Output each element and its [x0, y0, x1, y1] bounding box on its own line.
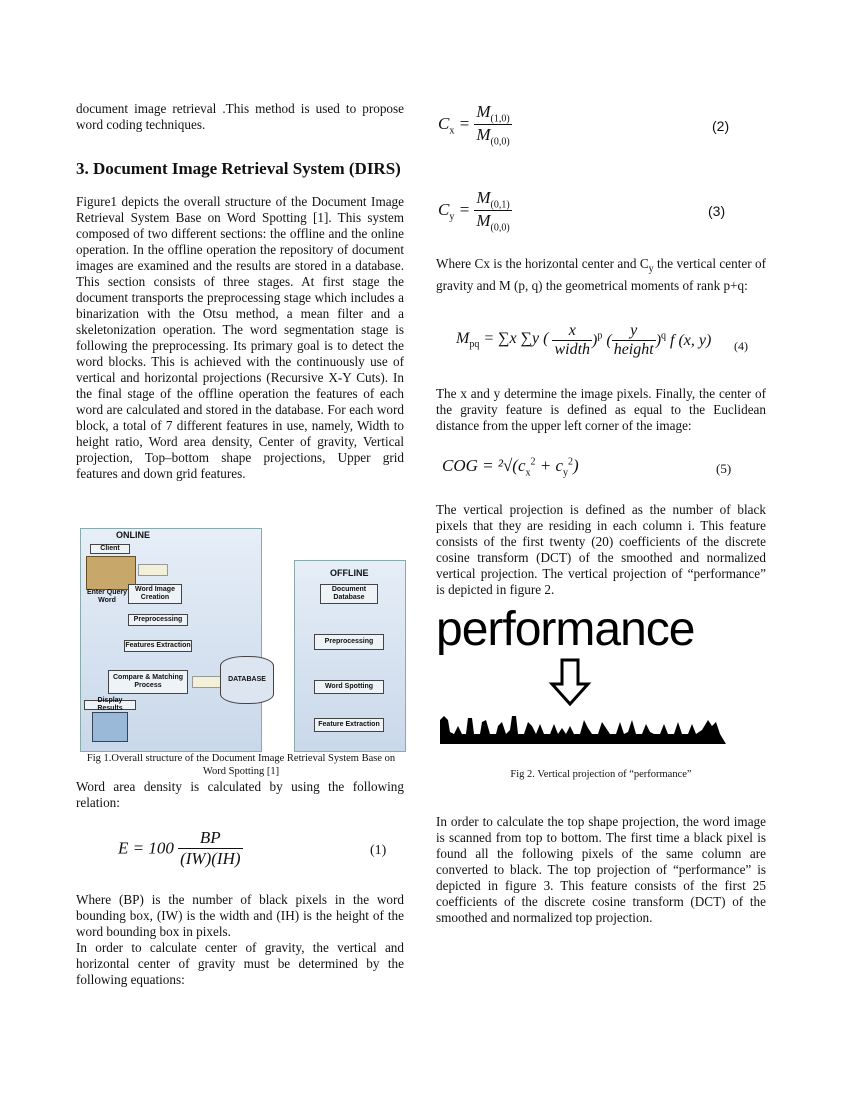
- eq3-num: M: [476, 188, 491, 207]
- eq4-exp-p: p: [597, 330, 603, 342]
- compare-matching-box: Compare & Matching Process: [108, 670, 188, 694]
- eq2-num: M: [476, 102, 491, 121]
- figure-2-projection: [440, 712, 732, 746]
- eq2-sub: x: [449, 125, 455, 137]
- eq4-f1-num: x: [552, 322, 592, 341]
- intro-paragraph: document image retrieval .This method is used to propose word coding techniques.: [76, 101, 404, 132]
- word-area-paragraph: Word area density is calculated by using the following relation:: [76, 779, 404, 810]
- eq4-exp-q: q: [661, 330, 667, 342]
- eq4-f1-den: width: [554, 341, 591, 358]
- document-database-box: Document Database: [320, 584, 378, 604]
- word-image-creation-box: Word Image Creation: [128, 584, 182, 604]
- eq4-f2-den: height: [613, 341, 654, 358]
- bp-paragraph: Where (BP) is the number of black pixels in the word bounding box, (IW) is the width and (IH) is the height of the word bounding box in pixels.: [76, 892, 404, 939]
- database-cylinder: DATABASE: [220, 656, 274, 704]
- figure-2-caption: Fig 2. Vertical projection of “performance”: [510, 769, 692, 780]
- eq3-den: M: [476, 211, 491, 231]
- eq1-numerator: BP: [178, 828, 242, 849]
- eq2-den-sub: (0,0): [490, 136, 510, 148]
- eq3-lhs: C: [438, 199, 450, 219]
- enter-query-box: Enter Query Word: [86, 589, 128, 604]
- eq5-text: COG = ²√(c: [442, 456, 526, 475]
- features-extraction-box: Features Extraction: [124, 640, 192, 652]
- preprocessing-online-box: Preprocessing: [128, 614, 188, 626]
- figure-2-word: performance: [436, 603, 695, 656]
- eq1-number: (1): [370, 843, 387, 858]
- word-spotting-box: Word Spotting: [314, 680, 384, 694]
- eq1-denominator: (IW)(IH): [180, 849, 241, 868]
- eq4-sub: pq: [469, 339, 480, 351]
- eq3-sub: y: [449, 211, 455, 223]
- eq2-number: (2): [712, 118, 730, 134]
- eq4-f2-num: y: [612, 322, 656, 341]
- eq1-lhs: E = 100: [118, 838, 174, 858]
- cog-paragraph: The x and y determine the image pixels. Finally, the center of the gravity feature is defined as equal to the Euclidean distance from the upper left corner of the image:: [436, 386, 766, 433]
- feature-extraction-offline-box: Feature Extraction: [314, 718, 384, 732]
- arrow-client-right: [138, 564, 168, 576]
- eq3-num-sub: (0,1): [490, 199, 510, 211]
- figure-2-arrow: [548, 658, 592, 708]
- eq2-num-sub: (1,0): [490, 113, 510, 125]
- equation-5: COG = $^2√(c_x^2 + c_y^2)$: [442, 456, 579, 479]
- eq2-den: M: [476, 125, 491, 145]
- eq4-mid: = ∑x ∑y (: [483, 330, 549, 348]
- dirs-paragraph: Figure1 depicts the overall structure of the Document Image Retrieval System Base on Word Spotting [1]. This system composed of two different sections: the offline and the online operation. In the offline operation the repository of document images are examined and the results are stored in a database. This section consists of three stages. At first stage the document transports the preprocessing stage which includes a binarization with the Otsu method, a mean filter and a skeletonization operation. The word segmentation stage is following the preprocessing. Its primary goal is to detect the word blocks. This is achieved with the continuously use of vertical and horizontal projections (Recursive X-Y Cuts). In the final stage of the offline operation the features of each word are calculated and stored in the database. For each word block, a total of 7 different features in use, namely, Width to height ratio, Word area density, Center of gravity, Vertical projection, Top–bottom shape projections, Upper grid features and down grid features.: [76, 194, 404, 481]
- eq3-den-sub: (0,0): [490, 222, 510, 234]
- top-shape-paragraph: In order to calculate the top shape projection, the word image is scanned from top to bottom. The first time a black pixel is found all the following pixels of the same column are converted to black. The top projection of “performance” is depicted in figure 3. This feature consists of the first 25 coefficients of the discrete cosine transform (DCT) of the smoothed and normalized top projection.: [436, 814, 766, 925]
- eq4-tail: f (x, y): [670, 332, 712, 350]
- display-results-icon: [92, 712, 128, 742]
- figure-1-caption: Fig 1.Overall structure of the Document Image Retrieval System Base on Word Spotting [1]: [86, 753, 396, 777]
- client-box: Client: [90, 544, 130, 554]
- equation-4: $M_{pq} = \sum x$ ∑y ( $\frac{x}{\text{width}}$ )$^p$ ( $\frac{y}{\text{height}}$ )$^q$ f (x, y): [456, 322, 712, 358]
- equation-2: $C_x$ = $\frac{M_{(1,0)}}{M_{(0,0)}}$: [438, 102, 510, 148]
- eq2-lhs: C: [438, 113, 450, 133]
- eq5-number: (5): [716, 461, 732, 476]
- arrow-compare-database: [192, 676, 222, 688]
- eq4-lhs: M: [456, 330, 470, 348]
- online-title: ONLINE: [116, 530, 151, 540]
- figure-1-diagram: [76, 524, 406, 752]
- offline-title: OFFLINE: [330, 568, 369, 578]
- eq3-number: (3): [708, 203, 726, 219]
- vertical-projection-paragraph: The vertical projection is defined as the number of black pixels that they are residing in each column i. This feature consists of the first twenty (20) coefficients of the discrete cosine transform (DCT) of the smoothed and normalized vertical projection. The vertical projection of “performance” is depicted in figure 2.: [436, 502, 766, 597]
- section-heading: 3. Document Image Retrieval System (DIRS): [76, 159, 401, 178]
- moments-paragraph: Where Cx is the horizontal center and $C_y$ the vertical center of gravity and M (p, q) the geometrical moments of rank p+q:: [436, 256, 766, 293]
- equation-1: [118, 828, 243, 869]
- equation-3: $C_y$ = $\frac{M_{(0,1)}}{M_{(0,0)}}$: [438, 188, 510, 234]
- preprocessing-offline-box: Preprocessing: [314, 634, 384, 650]
- eq4-number: (4): [734, 339, 748, 353]
- display-results-box: Display Results: [84, 700, 136, 710]
- cog-intro-paragraph: In order to calculate center of gravity, the vertical and horizontal center of gravity must be determined by the following equations:: [76, 940, 404, 987]
